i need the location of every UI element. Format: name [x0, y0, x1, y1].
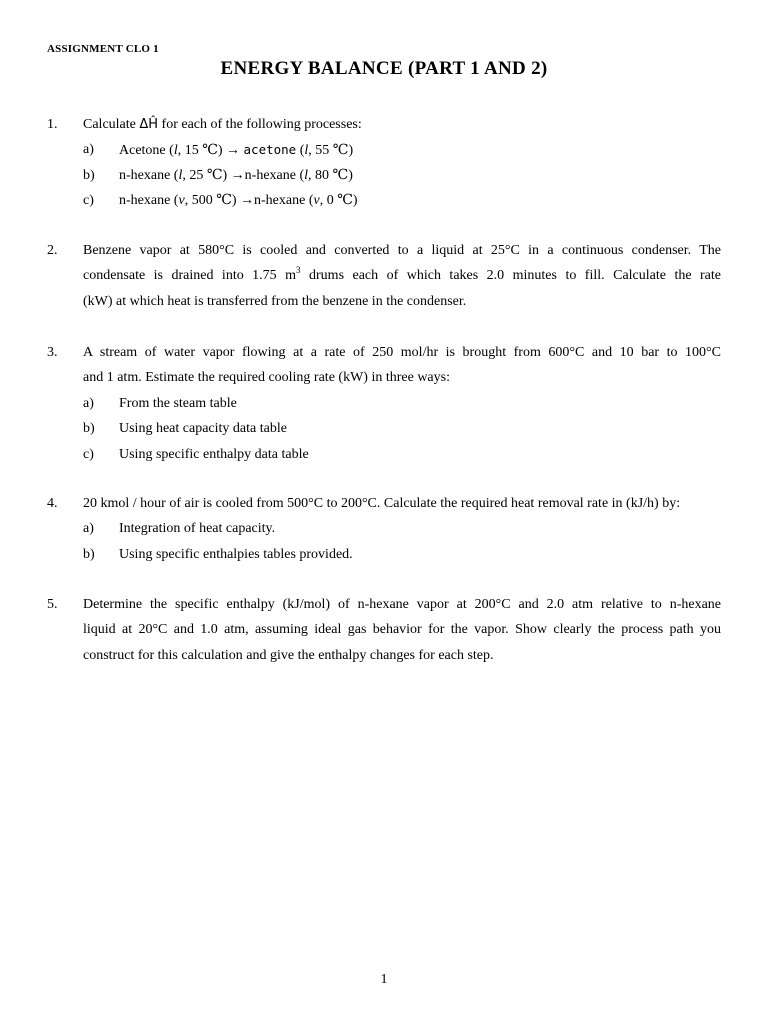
question-number: 2. — [47, 243, 58, 258]
question-text-line: A stream of water vapor flowing at a rate of 250 mol/hr is brought from 600°C and 10 bar to 100°C — [83, 345, 721, 360]
question-number: 4. — [47, 496, 58, 511]
sub-item-b: b) n-hexane (l, 25 ℃) →n-hexane (l, 80 ℃) — [83, 167, 353, 183]
sub-item-c: c) Using specific enthalpy data table — [83, 446, 309, 462]
question-3 — [47, 340, 721, 467]
sub-item-b: b) Using specific enthalpies tables provided. — [83, 546, 353, 562]
question-text-line: Determine the specific enthalpy (kJ/mol) of n-hexane vapor at 200°C and 2.0 atm relative to n-hexane — [83, 597, 721, 612]
question-text-line: 20 kmol / hour of air is cooled from 500°C to 200°C. Calculate the required heat removal rate in (kJ/h) by: — [83, 496, 681, 511]
page-number: 1 — [380, 972, 388, 987]
question-text-line: construct for this calculation and give the enthalpy changes for each step. — [83, 647, 494, 663]
question-number: 5. — [47, 597, 58, 612]
question-text-line: (kW) at which heat is transferred from the benzene in the condenser. — [83, 293, 467, 309]
question-prompt: Calculate ΔĤ for each of the following processes: — [83, 117, 362, 132]
question-2 — [47, 238, 721, 314]
delta-h-symbol: ΔĤ — [139, 117, 159, 132]
assignment-label: ASSIGNMENT CLO 1 — [47, 43, 159, 55]
sub-item-c: c) n-hexane (v, 500 ℃) →n-hexane (v, 0 ℃) — [83, 193, 358, 209]
question-5 — [47, 592, 721, 668]
sub-item-a: a) Integration of heat capacity. — [83, 521, 276, 537]
question-1 — [47, 112, 721, 214]
question-text-line: condensate is drained into 1.75 $m^3$ drums each of which takes 2.0 minutes to fill. Calculate the rate — [83, 265, 721, 284]
question-number: 3. — [47, 345, 58, 360]
sub-item-a: a) Acetone (l, 15 ℃) → acetone (l, 55 ℃) — [83, 142, 354, 159]
question-text-line: liquid at 20°C and 1.0 atm, assuming ideal gas behavior for the vapor. Show clearly the process path you — [83, 622, 721, 638]
sub-item-a: a) From the steam table — [83, 395, 237, 411]
page-title: ENERGY BALANCE (PART 1 AND 2) — [220, 58, 548, 79]
question-text-line: Benzene vapor at 580°C is cooled and converted to a liquid at 25°C in a continuous condenser. The — [83, 243, 721, 258]
question-text-line: and 1 atm. Estimate the required cooling rate (kW) in three ways: — [83, 370, 450, 386]
question-number: 1. — [47, 117, 58, 132]
sub-item-b: b) Using heat capacity data table — [83, 421, 287, 437]
question-4 — [47, 491, 721, 567]
